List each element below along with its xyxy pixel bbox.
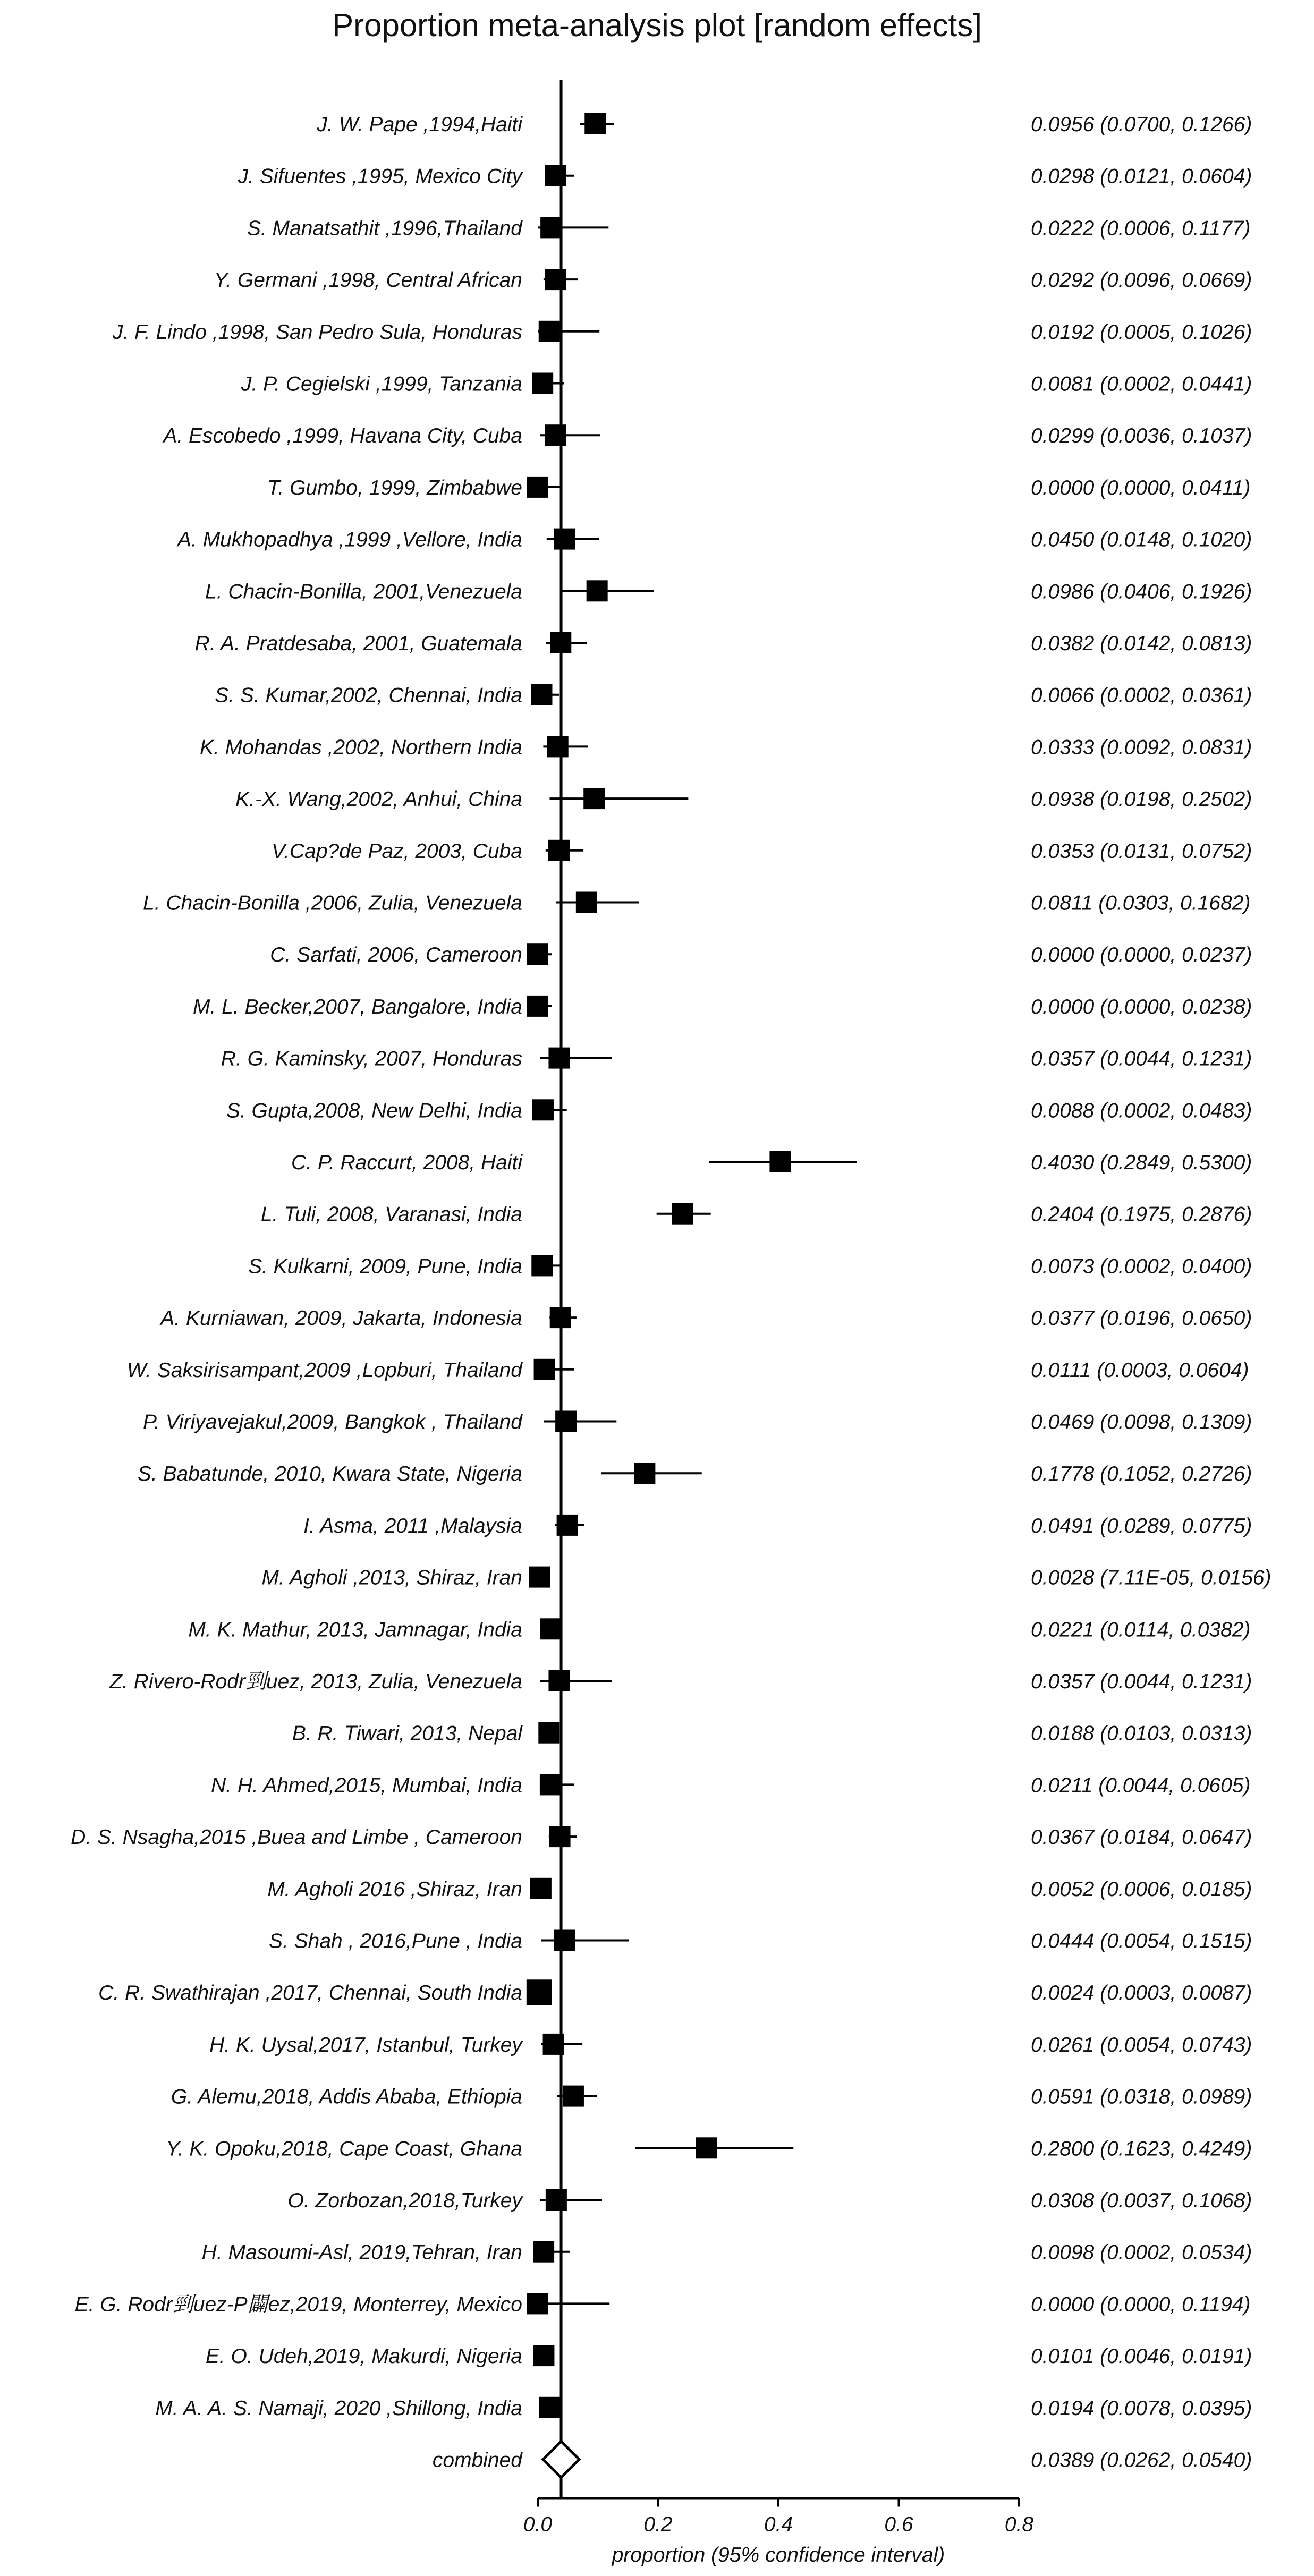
ci-text: 0.0073 (0.0002, 0.0400) xyxy=(1031,1255,1252,1278)
study-label: S. Kulkarni, 2009, Pune, India xyxy=(248,1255,522,1278)
point-estimate-square xyxy=(540,1774,561,1795)
study-label: L. Tuli, 2008, Varanasi, India xyxy=(260,1203,522,1226)
point-estimate-square xyxy=(545,424,566,446)
point-estimate-square xyxy=(587,580,608,601)
ci-text: 0.0450 (0.0148, 0.1020) xyxy=(1031,528,1252,551)
study-label: D. S. Nsagha,2015 ,Buea and Limbe , Cameroon xyxy=(71,1826,522,1849)
ci-text: 0.0028 (7.11E-05, 0.0156) xyxy=(1031,1566,1271,1589)
ci-text: 0.0308 (0.0037, 0.1068) xyxy=(1031,2189,1252,2212)
point-estimate-square xyxy=(543,2034,564,2055)
ci-text: 0.0353 (0.0131, 0.0752) xyxy=(1031,839,1252,863)
study-label: J. W. Pape ,1994,Haiti xyxy=(317,113,522,136)
study-label: M. L. Becker,2007, Bangalore, India xyxy=(192,995,522,1018)
ci-text: 0.4030 (0.2849, 0.5300) xyxy=(1031,1151,1252,1174)
point-estimate-square xyxy=(584,113,606,134)
ci-text: 0.0192 (0.0005, 0.1026) xyxy=(1031,320,1252,344)
point-estimate-square xyxy=(532,373,553,394)
point-estimate-square xyxy=(550,1307,571,1328)
study-label: M. K. Mathur, 2013, Jamnagar, India xyxy=(188,1618,522,1642)
point-estimate-square xyxy=(576,892,597,913)
point-estimate-square xyxy=(549,1826,571,1847)
point-estimate-square xyxy=(548,840,570,861)
point-estimate-square xyxy=(554,1930,575,1951)
study-label: S. Shah , 2016,Pune , India xyxy=(268,1929,522,1953)
point-estimate-square xyxy=(583,788,605,809)
ci-text: 0.0956 (0.0700, 0.1266) xyxy=(1031,113,1252,136)
study-label: O. Zorbozan,2018,Turkey xyxy=(287,2189,522,2212)
study-label: J. P. Cegielski ,1999, Tanzania xyxy=(241,372,522,396)
ci-text: 0.0024 (0.0003, 0.0087) xyxy=(1031,1982,1252,2005)
point-estimate-square xyxy=(769,1151,791,1172)
study-label: V.Cap?de Paz, 2003, Cuba xyxy=(272,839,522,863)
study-labels xyxy=(71,113,523,2472)
ci-text: 0.0052 (0.0006, 0.0185) xyxy=(1031,1877,1252,1901)
point-estimate-square xyxy=(634,1463,655,1484)
study-label: A. Mukhopadhya ,1999 ,Vellore, India xyxy=(177,528,522,551)
ci-text: 0.0367 (0.0184, 0.0647) xyxy=(1031,1826,1252,1849)
ci-text: 0.0811 (0.0303, 0.1682) xyxy=(1031,891,1251,915)
ci-text: 0.0101 (0.0046, 0.0191) xyxy=(1031,2345,1252,2368)
study-label: S. Manatsathit ,1996,Thailand xyxy=(247,217,522,240)
combined-ci-text: 0.0389 (0.0262, 0.0540) xyxy=(1031,2449,1252,2472)
study-label: J. Sifuentes ,1995, Mexico City xyxy=(238,165,522,188)
study-label: A. Escobedo ,1999, Havana City, Cuba xyxy=(163,424,522,448)
study-label: C. Sarfati, 2006, Cameroon xyxy=(270,943,522,967)
x-tick-label: 0.2 xyxy=(643,2513,673,2536)
point-estimate-square xyxy=(538,1722,559,1744)
ci-text: 0.0377 (0.0196, 0.0650) xyxy=(1031,1307,1252,1330)
combined-label: combined xyxy=(432,2449,522,2472)
study-label: L. Chacin-Bonilla, 2001,Venezuela xyxy=(205,580,522,603)
ci-text: 0.0066 (0.0002, 0.0361) xyxy=(1031,684,1252,707)
ci-text: 0.0098 (0.0002, 0.0534) xyxy=(1031,2241,1252,2264)
point-estimate-square xyxy=(547,736,569,757)
ci-text: 0.0000 (0.0000, 0.1194) xyxy=(1031,2293,1251,2316)
ci-text: 0.0222 (0.0006, 0.1177) xyxy=(1031,217,1251,240)
study-label: S. Gupta,2008, New Delhi, India xyxy=(226,1099,522,1123)
point-estimate-square xyxy=(557,1515,578,1536)
study-label: N. H. Ahmed,2015, Mumbai, India xyxy=(210,1774,522,1797)
combined-diamond xyxy=(543,2442,579,2478)
study-label: T. Gumbo, 1999, Zimbabwe xyxy=(267,476,522,499)
study-label: Y. Germani ,1998, Central African xyxy=(214,269,522,292)
ci-text: 0.2800 (0.1623, 0.4249) xyxy=(1031,2137,1252,2161)
study-label: S. Babatunde, 2010, Kwara State, Nigeria xyxy=(137,1463,522,1486)
point-estimate-square xyxy=(554,529,575,550)
ci-text: 0.0111 (0.0003, 0.0604) xyxy=(1031,1358,1249,1382)
point-estimate-square xyxy=(563,2086,584,2107)
ci-text: 0.0357 (0.0044, 0.1231) xyxy=(1031,1047,1252,1070)
ci-text: 0.0938 (0.0198, 0.2502) xyxy=(1031,788,1252,811)
ci-text: 0.0299 (0.0036, 0.1037) xyxy=(1031,424,1252,448)
point-estimate-square xyxy=(527,477,548,498)
point-estimate-square xyxy=(545,269,566,290)
study-label: R. A. Pratdesaba, 2001, Guatemala xyxy=(194,632,522,655)
ci-text: 0.2404 (0.1975, 0.2876) xyxy=(1031,1203,1252,1226)
study-label: M. Agholi 2016 ,Shiraz, Iran xyxy=(267,1877,522,1901)
study-label: H. K. Uysal,2017, Istanbul, Turkey xyxy=(209,2033,522,2056)
study-label: K. Mohandas ,2002, Northern India xyxy=(199,736,522,759)
x-tick-label: 0.0 xyxy=(523,2513,553,2536)
ci-text: 0.0444 (0.0054, 0.1515) xyxy=(1031,1929,1252,1953)
ci-text: 0.0261 (0.0054, 0.0743) xyxy=(1031,2033,1252,2056)
study-label: W. Saksirisampant,2009 ,Lopburi, Thailand xyxy=(126,1358,522,1382)
point-estimate-square xyxy=(530,1878,552,1899)
study-label: P. Viriyavejakul,2009, Bangkok , Thailand xyxy=(142,1410,522,1434)
study-label: C. R. Swathirajan ,2017, Chennai, South India xyxy=(98,1982,522,2005)
ci-text: 0.0357 (0.0044, 0.1231) xyxy=(1031,1670,1252,1693)
point-estimate-square xyxy=(555,1411,577,1432)
point-estimate-square xyxy=(548,1048,570,1069)
study-label: E. O. Udeh,2019, Makurdi, Nigeria xyxy=(205,2345,522,2368)
ci-text: 0.0000 (0.0000, 0.0238) xyxy=(1031,995,1252,1018)
point-estimate-square xyxy=(672,1203,693,1225)
study-label: Z. Rivero-Rodr剄uez, 2013, Zulia, Venezuela xyxy=(109,1670,522,1693)
point-estimate-square xyxy=(540,1618,562,1639)
ci-text: 0.0333 (0.0092, 0.0831) xyxy=(1031,736,1252,759)
x-axis xyxy=(523,2498,1034,2536)
study-label: I. Asma, 2011 ,Malaysia xyxy=(303,1514,522,1537)
point-estimate-square xyxy=(533,2345,554,2366)
point-estimate-square xyxy=(527,1979,552,2005)
x-tick-label: 0.6 xyxy=(884,2513,913,2536)
point-estimate-square xyxy=(545,165,566,186)
ci-text: 0.0188 (0.0103, 0.0313) xyxy=(1031,1722,1252,1745)
point-estimate-square xyxy=(531,1255,553,1276)
study-label: M. Agholi ,2013, Shiraz, Iran xyxy=(261,1566,522,1589)
study-label: A. Kurniawan, 2009, Jakarta, Indonesia xyxy=(160,1307,522,1330)
ci-text: 0.1778 (0.1052, 0.2726) xyxy=(1031,1463,1252,1486)
point-estimate-square xyxy=(696,2137,717,2158)
point-estimate-square xyxy=(529,1567,550,1588)
point-estimate-square xyxy=(548,1670,570,1691)
ci-text: 0.0591 (0.0318, 0.0989) xyxy=(1031,2085,1252,2109)
study-marks xyxy=(527,80,857,2498)
point-estimate-square xyxy=(527,996,548,1017)
ci-text: 0.0292 (0.0096, 0.0669) xyxy=(1031,269,1252,292)
x-tick-label: 0.8 xyxy=(1004,2513,1034,2536)
ci-text: 0.0221 (0.0114, 0.0382) xyxy=(1031,1618,1251,1642)
point-estimate-square xyxy=(527,943,548,965)
ci-text: 0.0000 (0.0000, 0.0237) xyxy=(1031,943,1252,967)
study-label: L. Chacin-Bonilla ,2006, Zulia, Venezuela xyxy=(143,891,522,915)
study-label: K.-X. Wang,2002, Anhui, China xyxy=(235,788,522,811)
study-label: M. A. A. S. Namaji, 2020 ,Shillong, India xyxy=(155,2396,522,2420)
point-estimate-square xyxy=(550,632,571,653)
point-estimate-square xyxy=(527,2293,548,2314)
ci-text: 0.0211 (0.0044, 0.0605) xyxy=(1031,1774,1251,1797)
x-axis-title: proportion (95% confidence interval) xyxy=(612,2544,945,2566)
study-label: C. P. Raccurt, 2008, Haiti xyxy=(291,1151,522,1174)
point-estimate-square xyxy=(533,2241,554,2263)
study-label: B. R. Tiwari, 2013, Nepal xyxy=(292,1722,522,1745)
study-label: S. S. Kumar,2002, Chennai, India xyxy=(215,684,522,707)
point-estimate-square xyxy=(540,217,562,238)
study-label: H. Masoumi-Asl, 2019,Tehran, Iran xyxy=(201,2241,522,2264)
ci-text: 0.0469 (0.0098, 0.1309) xyxy=(1031,1410,1252,1434)
ci-text: 0.0986 (0.0406, 0.1926) xyxy=(1031,580,1252,603)
point-estimate-square xyxy=(532,1099,554,1120)
ci-text: 0.0194 (0.0078, 0.0395) xyxy=(1031,2396,1252,2420)
ci-text: 0.0088 (0.0002, 0.0483) xyxy=(1031,1099,1252,1123)
point-estimate-square xyxy=(539,2397,560,2418)
study-label: J. F. Lindo ,1998, San Pedro Sula, Honduras xyxy=(112,320,522,344)
ci-text: 0.0000 (0.0000, 0.0411) xyxy=(1031,476,1251,499)
ci-text: 0.0491 (0.0289, 0.0775) xyxy=(1031,1514,1252,1537)
study-label: Y. K. Opoku,2018, Cape Coast, Ghana xyxy=(166,2137,522,2161)
study-label: G. Alemu,2018, Addis Ababa, Ethiopia xyxy=(171,2085,522,2109)
study-label: R. G. Kaminsky, 2007, Honduras xyxy=(221,1047,522,1070)
chart-title: Proportion meta-analysis plot [random effects] xyxy=(332,7,982,43)
ci-text: 0.0382 (0.0142, 0.0813) xyxy=(1031,632,1252,655)
point-estimate-square xyxy=(534,1359,555,1380)
ci-text: 0.0298 (0.0121, 0.0604) xyxy=(1031,165,1252,188)
point-estimate-square xyxy=(546,2189,567,2211)
ci-text-column xyxy=(1031,113,1271,2472)
ci-text: 0.0081 (0.0002, 0.0441) xyxy=(1031,372,1252,396)
x-tick-label: 0.4 xyxy=(764,2513,793,2536)
point-estimate-square xyxy=(531,684,552,705)
study-label: E. G. Rodr剄uez-P闢ez,2019, Monterrey, Mexico xyxy=(74,2293,522,2316)
point-estimate-square xyxy=(539,321,560,342)
